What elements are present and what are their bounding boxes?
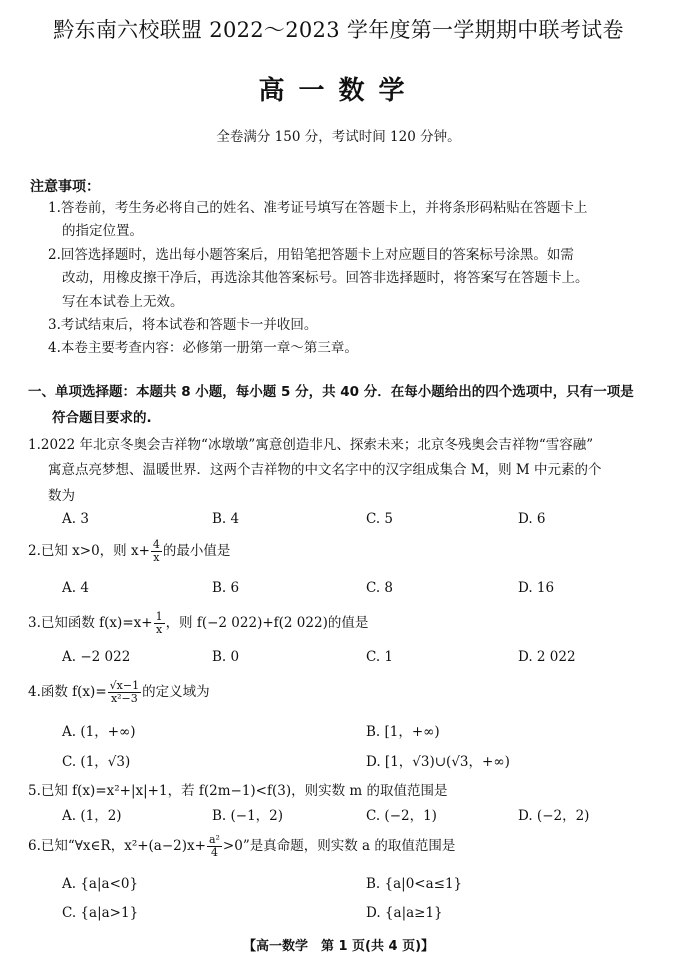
note-line: 3.考试结束后，将本试卷和答题卡一并收回。 bbox=[48, 317, 318, 333]
q4-option-a: A. (1，+∞) bbox=[62, 724, 136, 740]
q4-frac-num: √x−1 bbox=[109, 679, 140, 692]
q2-frac-num: 4 bbox=[152, 538, 160, 551]
q3-option-d: D. 2 022 bbox=[518, 649, 576, 665]
note-line: 4.本卷主要考查内容：必修第一册第一章～第三章。 bbox=[48, 340, 358, 356]
q3-text-pre: 3.已知函数 f(x)=x+ bbox=[28, 615, 153, 631]
q2-fraction bbox=[151, 539, 162, 564]
q6-frac-num: a² bbox=[208, 833, 220, 846]
q4-option-d: D. [1，√3)∪(√3，+∞) bbox=[366, 754, 510, 770]
q6-frac-den: 4 bbox=[210, 846, 218, 859]
q2-frac-den: x bbox=[153, 551, 160, 564]
q4-text-pre: 4.函数 f(x)= bbox=[28, 684, 107, 700]
q3-fraction bbox=[154, 611, 165, 636]
q2-option-c: C. 8 bbox=[366, 580, 394, 596]
subject-title: 高一数学 bbox=[258, 76, 419, 106]
q1-option-d: D. 6 bbox=[518, 511, 546, 527]
q2-text-pre: 2.已知 x>0，则 x+ bbox=[28, 543, 150, 559]
q4-text-post: 的定义域为 bbox=[142, 684, 210, 700]
q4-frac-den: x²−3 bbox=[110, 692, 138, 705]
q3-frac-num: 1 bbox=[155, 610, 163, 623]
question-4-stem bbox=[28, 680, 210, 705]
note-line: 2.回答选择题时，选出每小题答案后，用铅笔把答题卡上对应题目的答案标号涂黑。如需 bbox=[48, 247, 574, 263]
q5-option-b: B. (−1，2) bbox=[212, 808, 284, 824]
q3-text-post: ，则 f(−2 022)+f(2 022)的值是 bbox=[165, 615, 369, 631]
q6-option-d: D. {a|a≥1} bbox=[366, 905, 443, 921]
question-2-stem bbox=[28, 539, 230, 564]
q6-option-a: A. {a|a<0} bbox=[62, 876, 139, 892]
q2-text-post: 的最小值是 bbox=[162, 543, 231, 559]
note-line: 写在本试卷上无效。 bbox=[62, 294, 184, 310]
q6-option-c: C. {a|a>1} bbox=[62, 905, 139, 921]
q4-option-b: B. [1，+∞) bbox=[366, 724, 440, 740]
q3-option-a: A. −2 022 bbox=[62, 649, 131, 665]
q5-option-a: A. (1，2) bbox=[62, 808, 122, 824]
q3-option-b: B. 0 bbox=[212, 649, 240, 665]
note-line: 1.答卷前，考生务必将自己的姓名、准考证号填写在答题卡上，并将条形码粘贴在答题卡上 bbox=[48, 200, 588, 216]
notes-heading: 注意事项： bbox=[30, 179, 100, 195]
question-6-stem bbox=[28, 834, 455, 859]
q5-option-c: C. (−2，1) bbox=[366, 808, 437, 824]
q2-option-b: B. 6 bbox=[212, 580, 240, 596]
q6-fraction bbox=[207, 834, 222, 859]
question-1-line: 寓意点亮梦想、温暖世界．这两个吉祥物的中文名字中的汉字组成集合 M，则 M 中元素的个 bbox=[48, 462, 602, 478]
q5-option-d: D. (−2，2) bbox=[518, 808, 590, 824]
q2-option-d: D. 16 bbox=[518, 580, 555, 596]
note-line: 的指定位置。 bbox=[62, 223, 143, 239]
page-footer: 【高一数学 第 1 页(共 4 页)】 bbox=[242, 939, 435, 954]
q6-option-b: B. {a|0<a≤1} bbox=[366, 876, 463, 892]
q4-fraction bbox=[108, 680, 141, 705]
section-heading-cont: 符合题目要求的. bbox=[52, 410, 152, 426]
q6-text-post: >0”是真命题，则实数 a 的取值范围是 bbox=[222, 838, 456, 854]
question-5-stem: 5.已知 f(x)=x²+|x|+1，若 f(2m−1)<f(3)，则实数 m 的取值范围是 bbox=[28, 783, 448, 799]
note-line: 改动，用橡皮擦干净后，再选涂其他答案标号。回答非选择题时，将答案写在答题卡上。 bbox=[62, 270, 589, 286]
question-1-line: 1.2022 年北京冬奥会吉祥物“冰墩墩”寓意创造非凡、探索未来；北京冬残奥会吉祥物“雪容融” bbox=[28, 437, 594, 453]
exam-title: 黔东南六校联盟 2022～2023 学年度第一学期期中联考试卷 bbox=[53, 18, 624, 42]
exam-meta: 全卷满分 150 分，考试时间 120 分钟。 bbox=[216, 129, 461, 145]
question-3-stem bbox=[28, 611, 368, 636]
q3-option-c: C. 1 bbox=[366, 649, 394, 665]
question-1-line: 数为 bbox=[48, 488, 75, 504]
section-heading: 一、单项选择题：本题共 8 小题，每小题 5 分，共 40 分．在每小题给出的四个选项中，只有一项是 bbox=[28, 384, 634, 400]
q6-text-pre: 6.已知“∀x∈R，x²+(a−2)x+ bbox=[28, 838, 206, 854]
q4-option-c: C. (1，√3) bbox=[62, 754, 131, 770]
q1-option-c: C. 5 bbox=[366, 511, 394, 527]
q3-frac-den: x bbox=[155, 623, 163, 636]
q2-option-a: A. 4 bbox=[62, 580, 89, 596]
q1-option-a: A. 3 bbox=[62, 511, 89, 527]
q1-option-b: B. 4 bbox=[212, 511, 240, 527]
